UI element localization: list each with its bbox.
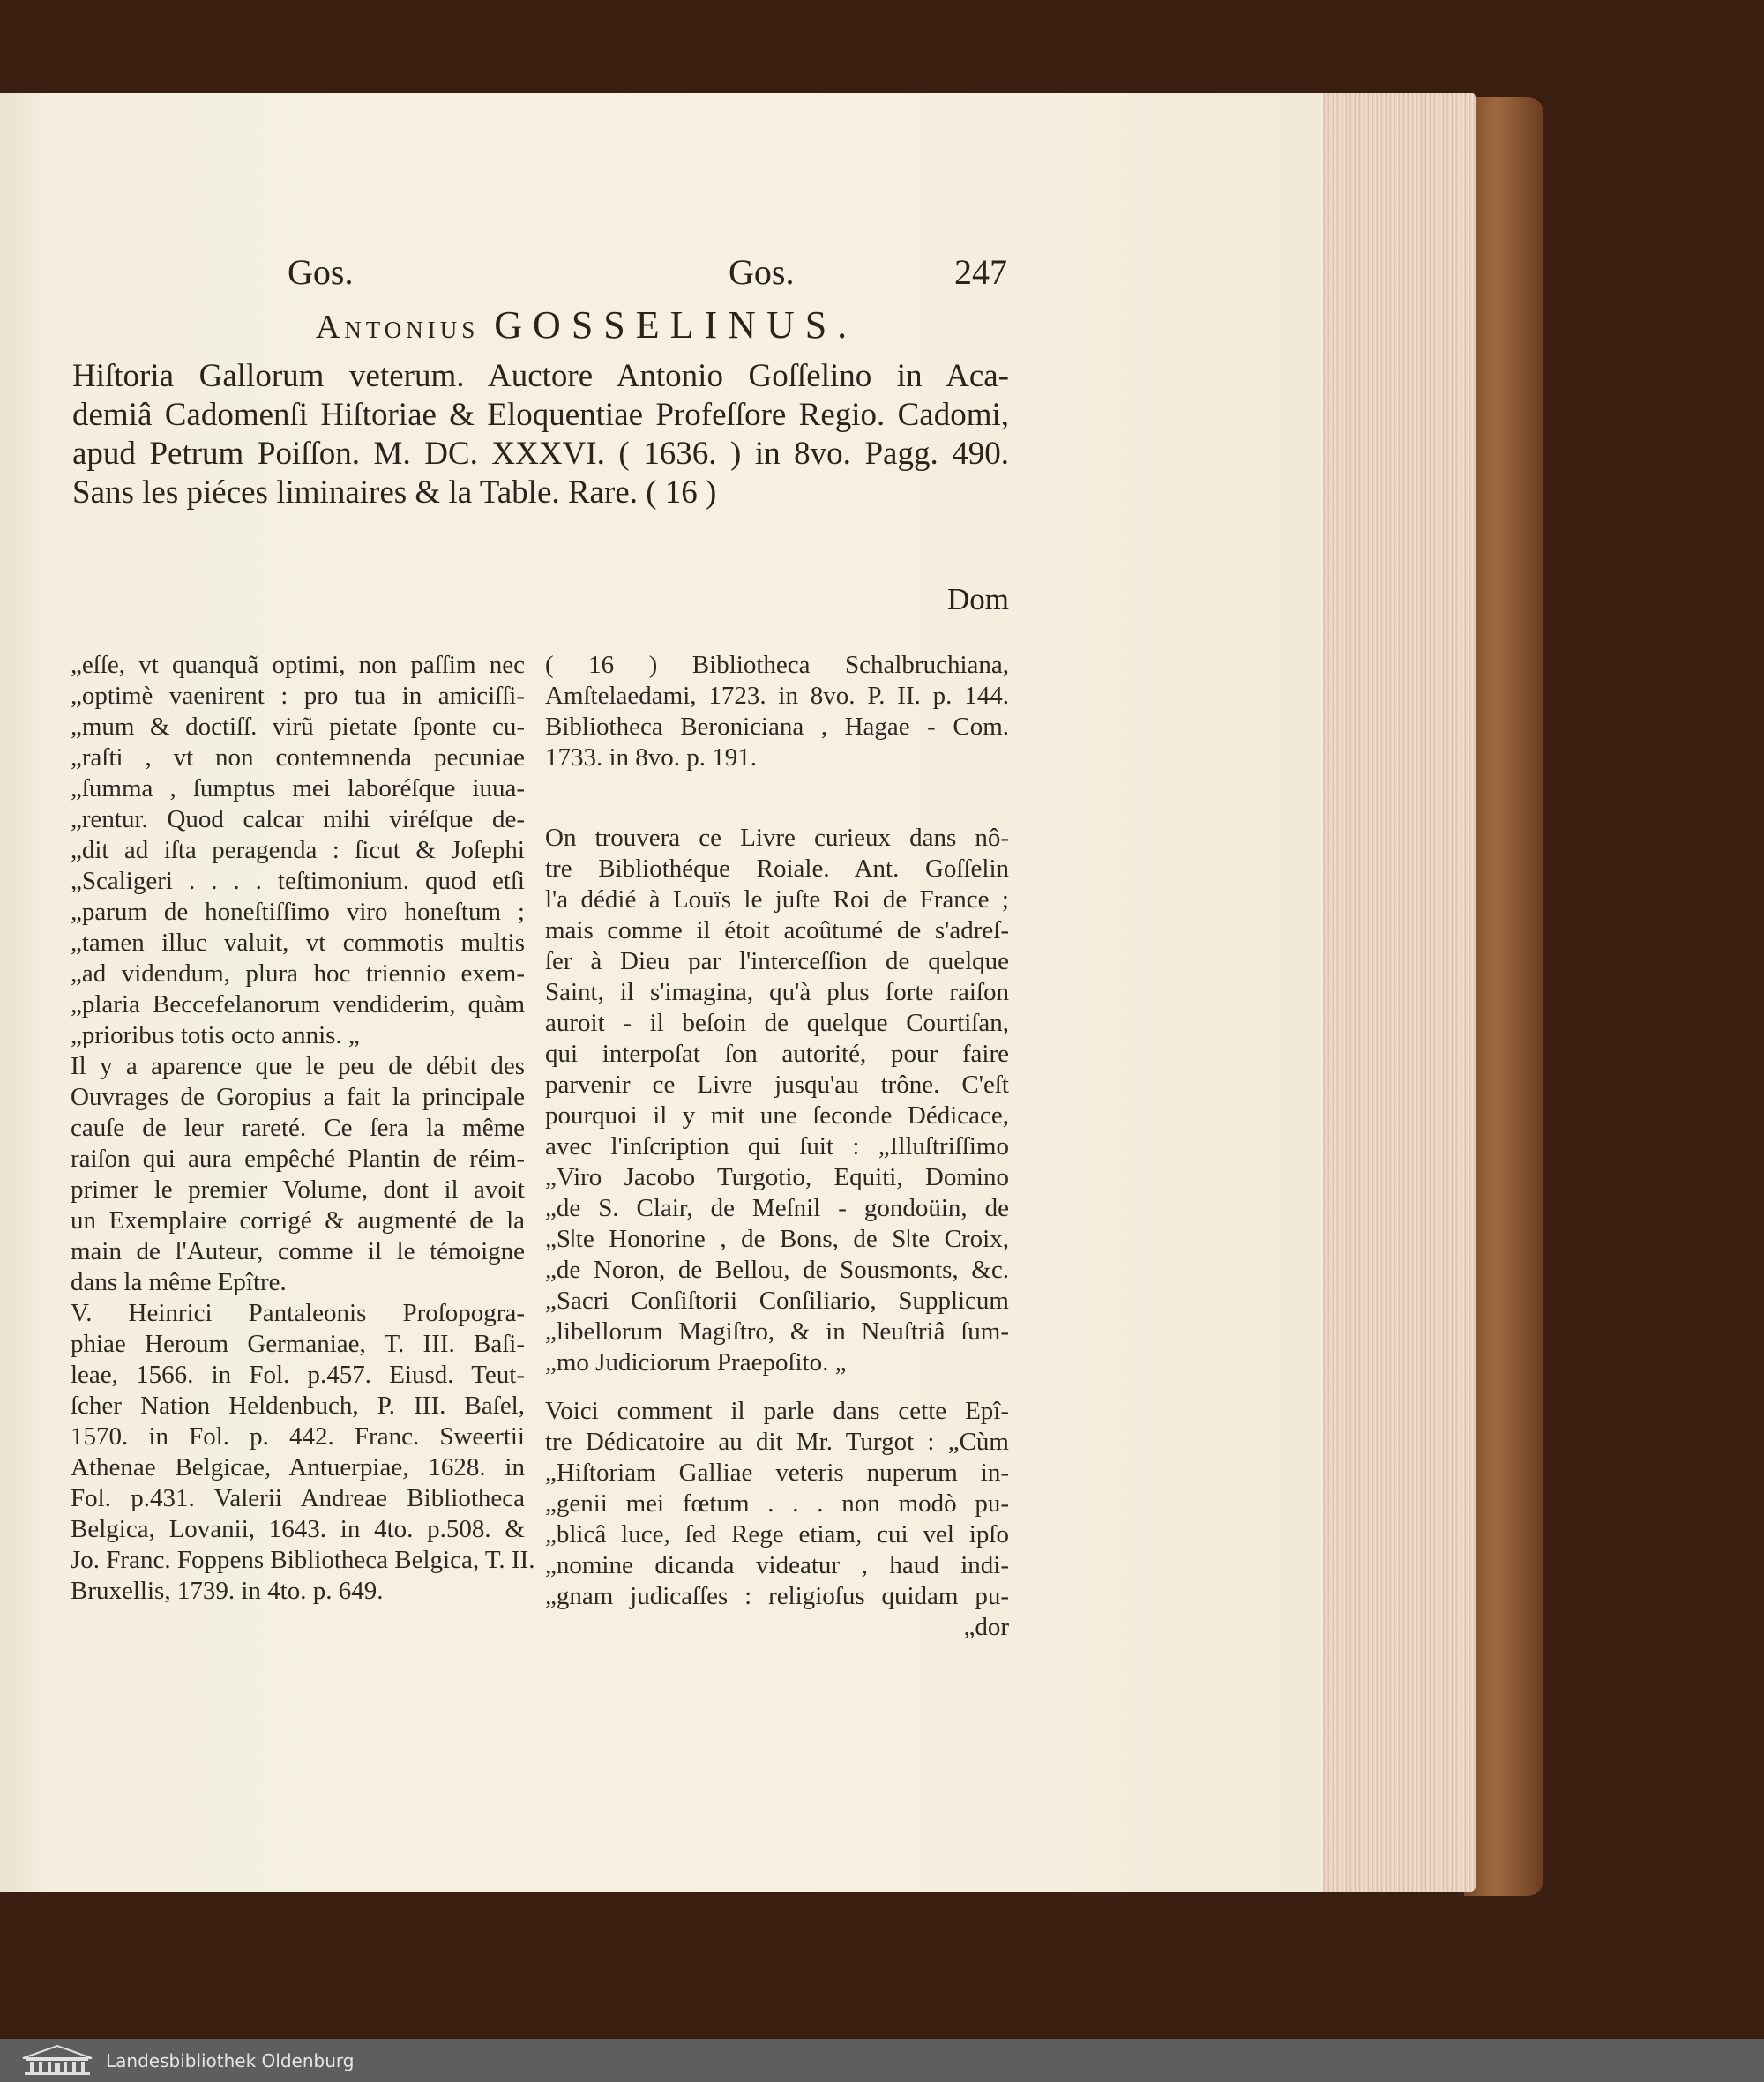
footnote-line: ( 16 ) Bibliotheca Schalbruchiana, xyxy=(545,651,1009,679)
text-line: „eſſe, vt quanquã optimi, non paſſim nec xyxy=(71,651,525,679)
text-line: parvenir ce Livre jusqu'au trône. C'eſt xyxy=(545,1071,1009,1099)
text-line: „dit ad iſta peragenda : ſicut & Joſephi xyxy=(71,836,525,864)
text-line: ſer à Dieu par l'interceſſion de quelque xyxy=(545,947,1009,975)
text-line: main de l'Auteur, comme il le témoigne xyxy=(71,1237,525,1265)
text-line: „genii mei fœtum . . . non modò pu- xyxy=(545,1489,1009,1518)
text-line: tre Bibliothéque Roiale. Ant. Goſſelin xyxy=(545,854,1009,883)
page-fore-edge xyxy=(1312,93,1476,1892)
text-line: primer le premier Volume, dont il avoit xyxy=(71,1175,525,1204)
text-line: „nomine dicanda videatur , haud indi- xyxy=(545,1551,1009,1579)
text-line: „Sǀte Honorine , de Bons, de Sǀte Croix, xyxy=(545,1225,1009,1253)
text-line: „mo Judiciorum Praepoſito. „ xyxy=(545,1348,847,1377)
text-line: pourquoi il y mit une ſeconde Dédicace, xyxy=(545,1101,1009,1130)
text-line: „rentur. Quod calcar mihi viréſque de- xyxy=(71,805,525,833)
text-line: ſcher Nation Heldenbuch, P. III. Baſel, xyxy=(71,1392,525,1420)
footnote-line: Amſtelaedami, 1723. in 8vo. P. II. p. 144. xyxy=(545,682,1009,710)
title-line: apud Petrum Poiſſon. M. DC. XXXVI. ( 1636. ) in 8vo. Pagg. 490. xyxy=(72,436,1009,472)
text-line: Saint, il s'imagina, qu'à plus forte raiſon xyxy=(545,978,1009,1006)
text-line: V. Heinrici Pantaleonis Proſopogra- xyxy=(71,1299,525,1327)
text-line: On trouvera ce Livre curieux dans nô- xyxy=(545,824,1009,852)
entry-heading xyxy=(212,302,961,347)
text-line: „raſti , vt non contemnenda pecuniae xyxy=(71,743,525,772)
text-line: „Viro Jacobo Turgotio, Equiti, Domino xyxy=(545,1163,1009,1191)
left-column xyxy=(71,650,535,1607)
text-line: 1570. in Fol. p. 442. Franc. Sweertii xyxy=(71,1422,525,1451)
page-number: 247 xyxy=(954,252,1007,292)
footnote-line: Bibliotheca Beroniciana , Hagae - Com. xyxy=(545,713,1009,741)
text-line: Fol. p.431. Valerii Andreae Bibliotheca xyxy=(71,1484,525,1512)
author-family-name: GOSSELINUS. xyxy=(494,303,858,347)
book-page xyxy=(0,93,1323,1892)
bibliographic-title xyxy=(72,357,1009,512)
text-line: „prioribus totis octo annis. „ xyxy=(71,1021,360,1049)
text-line: Il y a aparence que le peu de débit des xyxy=(71,1052,525,1080)
running-head xyxy=(0,251,1323,304)
running-head-left: Gos. xyxy=(288,252,354,292)
text-line: leae, 1566. in Fol. p.457. Eiusd. Teut- xyxy=(71,1361,525,1389)
text-line: un Exemplaire corrigé & augmenté de la xyxy=(71,1206,525,1235)
text-line: „Scaligeri . . . . teſtimonium. quod etſi xyxy=(71,867,525,895)
text-line: cauſe de leur rareté. Ce ſera la même xyxy=(71,1114,525,1142)
right-column xyxy=(545,650,1009,1643)
text-line: „plaria Beccefelanorum vendiderim, quàm xyxy=(71,990,525,1019)
text-line: raiſon qui aura empêché Plantin de réim- xyxy=(71,1145,525,1173)
text-line: avec l'inſcription qui ſuit : „Illuſtriſſimo xyxy=(545,1132,1009,1160)
text-line: Athenae Belgicae, Antuerpiae, 1628. in xyxy=(71,1453,525,1481)
text-line: „blicâ luce, ſed Rege etiam, cui vel ipſo xyxy=(545,1520,1009,1548)
text-line: „de S. Clair, de Meſnil - gondoüin, de xyxy=(545,1194,1009,1222)
text-line: „optimè vaenirent : pro tua in amiciſſi- xyxy=(71,682,525,710)
book-cover-edge xyxy=(1464,97,1544,1896)
text-line: Jo. Franc. Foppens Bibliotheca Belgica, T. II. xyxy=(71,1546,535,1574)
title-line: Hiſtoria Gallorum veterum. Auctore Antonio Goſſelino in Aca- xyxy=(72,358,1009,394)
text-line: phiae Heroum Germaniae, T. III. Baſi- xyxy=(71,1330,525,1358)
text-line: mais comme il étoit acoûtumé de s'adreſ- xyxy=(545,916,1009,944)
title-line: Sans les piéces liminaires & la Table. Rare. ( 16 ) xyxy=(72,474,717,511)
text-line: l'a dédié à Louïs le juſte Roi de France ; xyxy=(545,885,1009,914)
running-head-center: Gos. xyxy=(729,252,795,292)
author-given-name: Antonius xyxy=(315,309,480,346)
text-line: „libellorum Magiſtro, & in Neuſtriâ ſum- xyxy=(545,1317,1009,1346)
text-line: „Sacri Conſiſtorii Conſiliario, Supplicum xyxy=(545,1287,1009,1315)
footer-bar xyxy=(0,2039,1764,2082)
text-line: „gnam judicaſſes : religioſus quidam pu- xyxy=(545,1582,1009,1610)
text-line: „ſumma , ſumptus mei laboréſque iuua- xyxy=(71,774,525,802)
text-line: „Hiſtoriam Galliae veteris nuperum in- xyxy=(545,1459,1009,1487)
text-line: „parum de honeſtiſſimo viro honeſtum ; xyxy=(71,898,525,926)
title-line: demiâ Cadomenſi Hiſtoriae & Eloquentiae Profeſſore Regio. Cadomi, xyxy=(72,397,1009,433)
catchword-bottom: „dor xyxy=(963,1613,1009,1641)
text-line: auroit - il beſoin de quelque Courtiſan, xyxy=(545,1009,1009,1037)
text-line: „ad videndum, plura hoc triennio exem- xyxy=(71,959,525,988)
text-line: dans la même Epître. xyxy=(71,1268,287,1296)
library-name: Landesbibliothek Oldenburg xyxy=(106,2050,355,2071)
text-line: „de Noron, de Bellou, de Sousmonts, &c. xyxy=(545,1256,1009,1284)
text-line: tre Dédicatoire au dit Mr. Turgot : „Cùm xyxy=(545,1428,1009,1456)
text-line: Ouvrages de Goropius a fait la principale xyxy=(71,1083,525,1111)
catchword-top: Dom xyxy=(947,582,1009,616)
text-line: Voici comment il parle dans cette Epî- xyxy=(545,1397,1009,1425)
footnote-line: 1733. in 8vo. p. 191. xyxy=(545,743,758,772)
text-line: „tamen illuc valuit, vt commotis multis xyxy=(71,929,525,957)
text-line: qui interpoſat ſon autorité, pour faire xyxy=(545,1040,1009,1068)
library-building-icon xyxy=(21,2044,93,2076)
text-line: „mum & doctiſſ. virũ pietate ſponte cu- xyxy=(71,713,525,741)
text-line: Belgica, Lovanii, 1643. in 4to. p.508. & xyxy=(71,1515,525,1543)
text-line: Bruxellis, 1739. in 4to. p. 649. xyxy=(71,1577,384,1605)
